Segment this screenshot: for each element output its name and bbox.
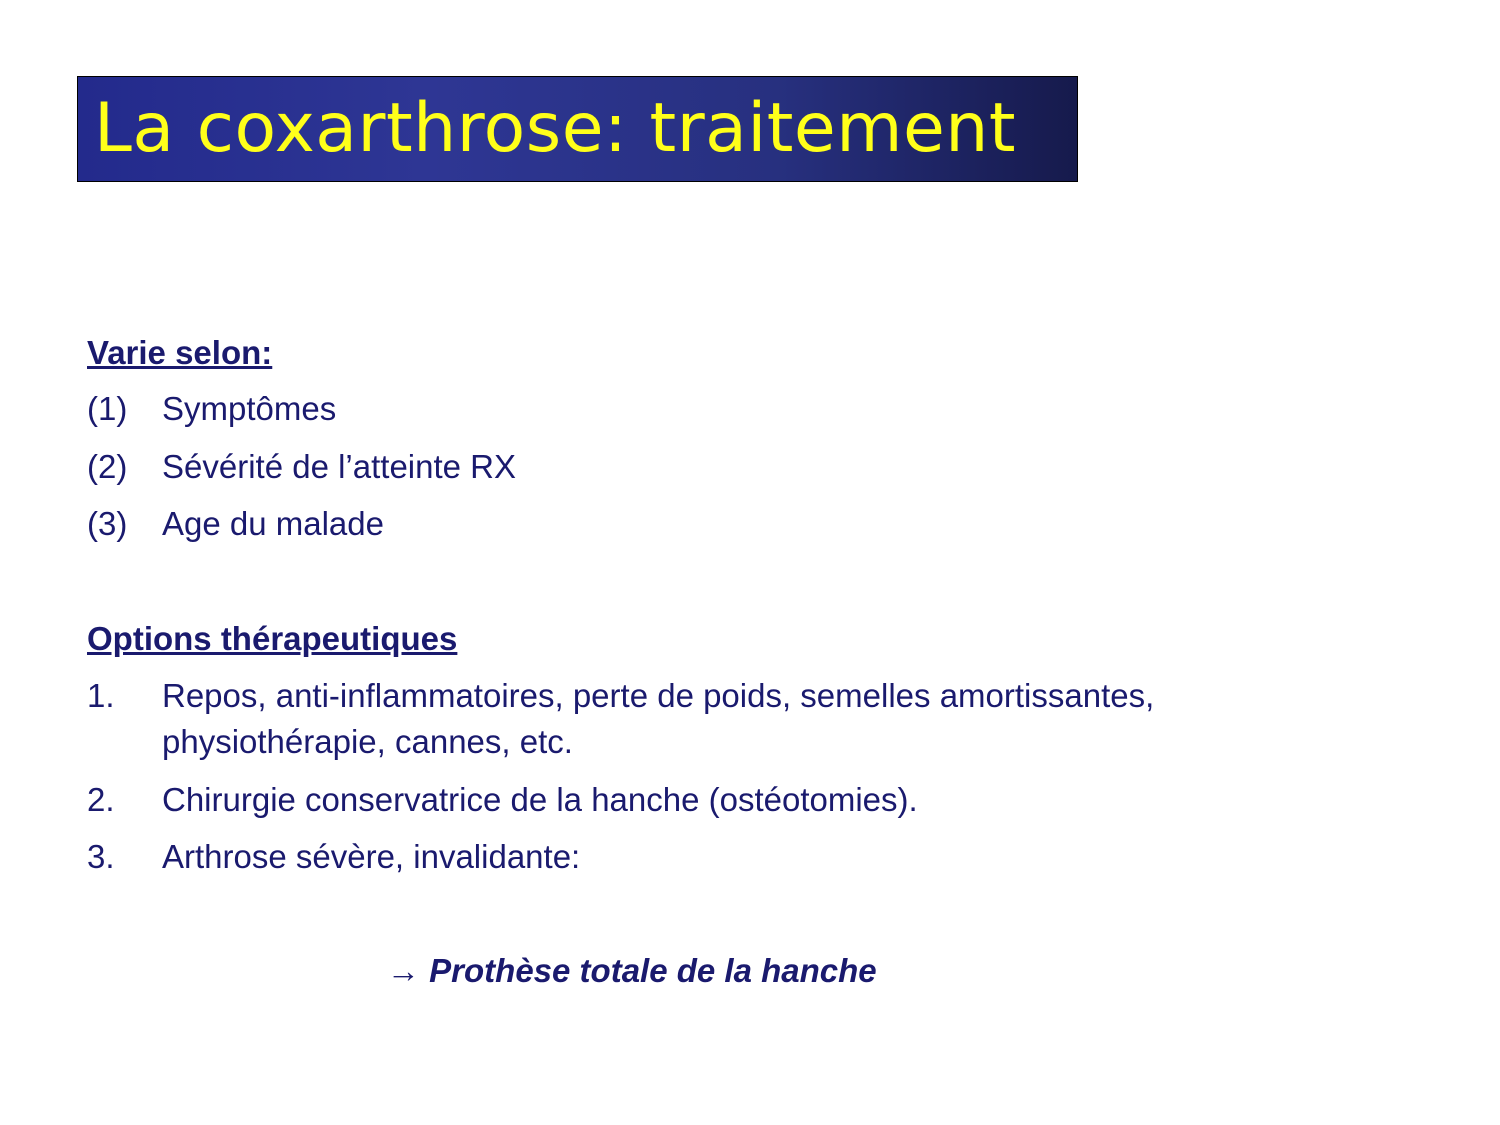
section-heading-varie-selon: Varie selon: xyxy=(87,334,273,371)
list-item-text: Chirurgie conservatrice de la hanche (ostéotomies). xyxy=(162,781,918,818)
list-item-number: 3. xyxy=(87,838,115,875)
list-item-number: 2. xyxy=(87,781,115,818)
list-item-number: (3) xyxy=(87,505,128,542)
slide-title: La coxarthrose: traitement xyxy=(94,89,1017,168)
list-item-number: (1) xyxy=(87,390,128,427)
list-item-text: Sévérité de l’atteinte RX xyxy=(162,448,517,485)
list-item-number: 1. xyxy=(87,677,115,714)
slide-title-banner xyxy=(77,76,1078,182)
list-item-text: Repos, anti-inflammatoires, perte de poids, semelles amortissantes, physiothérapie, cannes, etc. xyxy=(162,677,1155,760)
conclusion-line xyxy=(387,948,877,994)
list-item-number: (2) xyxy=(87,448,128,485)
conclusion-text: Prothèse totale de la hanche xyxy=(429,952,877,989)
arrow-right-icon: → xyxy=(387,952,420,989)
section-heading-options-therapeutiques: Options thérapeutiques xyxy=(87,620,458,657)
list-item-text: Symptômes xyxy=(162,390,337,427)
list-item-text: Arthrose sévère, invalidante: xyxy=(162,838,581,875)
list-item-text: Age du malade xyxy=(162,505,384,542)
